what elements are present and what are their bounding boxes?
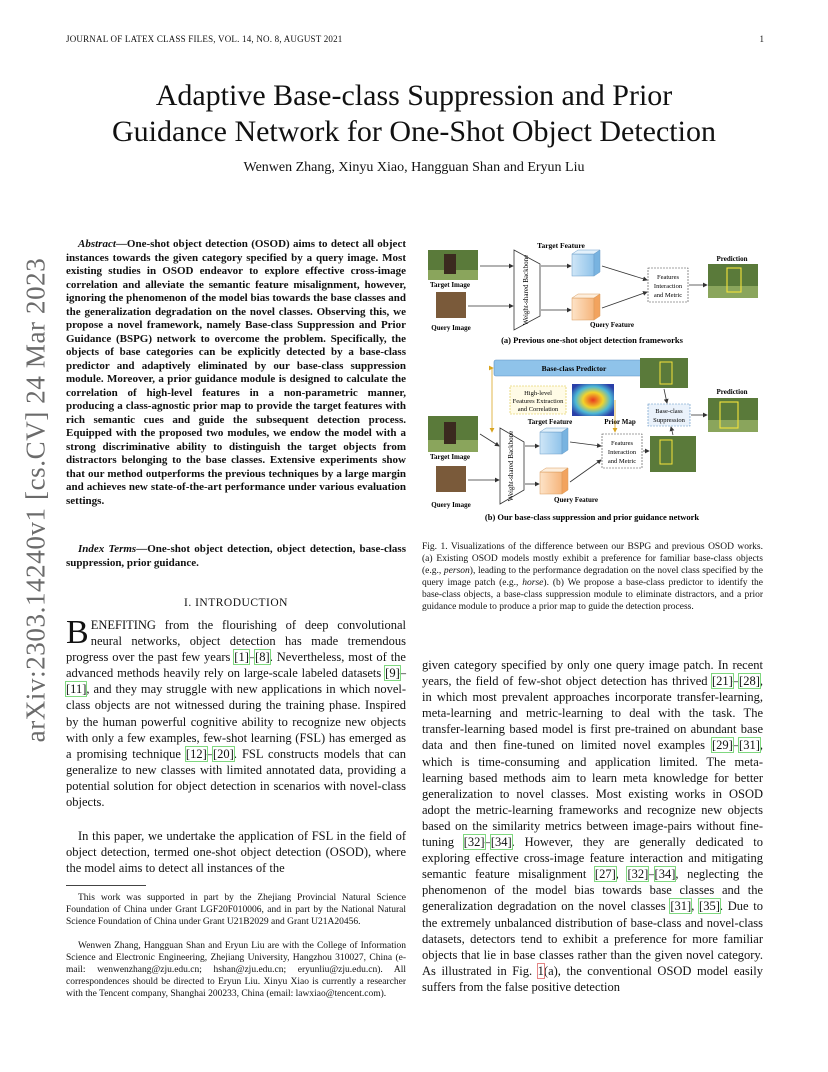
citation-link[interactable]: [32] xyxy=(463,835,485,850)
citation-link[interactable]: [8] xyxy=(255,650,270,665)
fig-b-target-image-label: Target Image xyxy=(430,453,470,461)
right-text: , in which most prevalent approaches incorporate transfer-learning, meta-learning and metric-learning to deal with the task. The transfer-learning based model is first pre-trained on abundant base data and then fine-tuned on limited novel examples xyxy=(422,674,763,753)
fig-a-target-feature-label: Target Feature xyxy=(537,241,585,250)
right-text: . However, they are generally dedicated to exploring effective cross-image feature interaction and mitigating semantic feature misalignment xyxy=(422,835,763,882)
fig-b-highlevel-line-1: High-level xyxy=(524,390,552,397)
fig-a-query-cube-side xyxy=(594,294,600,320)
fig-a-interaction-line-2: Interaction xyxy=(653,283,683,290)
arxiv-stamp xyxy=(16,257,56,743)
abstract xyxy=(66,238,406,508)
paper-title xyxy=(0,78,828,150)
citation-link[interactable]: [9] xyxy=(385,666,400,681)
fig-a-target-cube-side xyxy=(594,250,600,276)
fig-a-query-feature-cube xyxy=(572,298,594,320)
figure-ref-link[interactable]: 1 xyxy=(537,963,544,978)
fig-b-horse-shape xyxy=(444,422,456,444)
citation-range-dash: – xyxy=(248,650,256,665)
fig-b-prediction-label: Prediction xyxy=(716,388,748,396)
fig-b-interaction-line-2: Interaction xyxy=(607,449,637,456)
right-text: given category specified by only one query image patch. In recent years, the field of few-shot object detection has thrived xyxy=(422,658,763,689)
figure-1 xyxy=(422,236,763,528)
citation-link[interactable]: [20] xyxy=(212,746,234,761)
citation-link[interactable]: [1] xyxy=(234,650,249,665)
fig-b-target-feature-cube xyxy=(540,432,562,454)
right-text: . Due to the extremely unbalanced distribution of base-class and novel-class datasets, detectors tend to exhibit a preference for more familiar objects that lie in base classes rather than the given novel category. As illustrated in Fig. xyxy=(422,899,763,978)
fig-a-query-image-label: Query Image xyxy=(431,324,471,332)
intro-text-c: , and they may struggle with new applications in which novel-class objects are not witnessed during the training phase. Inspired by the human powerful cognitive ability to recognize new objects with only a few examples, few-shot learning (FSL) has emerged as a promising technique xyxy=(66,682,406,761)
caption-text: Visualizations of the difference between our BSPG and previous OSOD works. (a) Existing OSOD models mostly exhibit a preference for familiar base-class objects (e.g., xyxy=(422,542,763,576)
fig-a-horse-shape xyxy=(444,254,456,274)
fig-b-suppression-line-2: Suppression xyxy=(653,417,685,424)
caption-emphasis: horse xyxy=(522,578,544,588)
fig-b-target-feature-label: Target Feature xyxy=(527,418,573,426)
index-terms xyxy=(66,543,406,570)
figure-caption xyxy=(422,541,763,613)
intro-text-a: ENEFITING from the flourishing of deep convolutional neural networks, object detection has made tremendous progress over the past few years xyxy=(66,618,406,665)
fig-a-target-feature-cube xyxy=(572,254,594,276)
right-text: , which is time-consuming and application limited. The meta-learning based methods aim to learn meta knowledge for better generalization to novel classes. Most existing works in OSOD adopt the metric-learning frameworks and recognize new objects based on the similarity metrics between image-pairs without fine-tuning xyxy=(422,738,763,850)
footnote-affiliation: Wenwen Zhang, Hangguan Shan and Eryun Liu are with the College of Information Science and Electronic Engineering, Zhejiang University, Hangzhou 310027, China (e-mail: wenwenzhang@zju.edu.cn; hshan@zju.edu.cn; eryunliu@zju.edu.cn). All correspondences should be directed to Eryun Liu. Xinyu Xiao is currently a researcher with the Tencent company, Shanghai 200233, China (email: lawxiao@tencent.com). xyxy=(66,941,406,999)
citation-link[interactable]: [11] xyxy=(66,682,87,697)
citation-link[interactable]: [21] xyxy=(711,674,733,689)
intro-paragraph-right: given category specified by only one query image patch. In recent years, the field of few-shot object detection has thrived [21]–[28], in which most prevalent approaches incorporate transfer-learning, meta-learning and metric-learning to deal with the task. The transfer-learning based model is first pre-trained on abundant base data and then fine-tuned on limited novel examples [29]–[31], which is time-consuming and application limited. The meta-learning based methods aim to learn meta knowledge for better generalization to novel classes. Most existing works in OSOD adopt the metric-learning frameworks and recognize new objects based on the similarity metrics between image-pairs without fine-tuning [32]–[34]. However, they are generally dedicated to exploring effective cross-image feature interaction and mitigating semantic feature misalignment [27], [32]–[34], neglecting the phenomenon of the model bias towards base classes and the generalization degradation on the novel classes [31], [35]. Due to the extremely unbalanced distribution of base-class and novel-class datasets, detectors tend to exhibit a preference for more familiar objects that lie in base classes rather than the given novel category. As illustrated in Fig. 1(a), the conventional OSOD model easily suffers from the false positive detection xyxy=(422,658,764,994)
fig-b-prior-heatmap xyxy=(572,384,614,416)
citation-link[interactable]: [34] xyxy=(490,835,512,850)
fig-a-interaction-line-3: and Metric xyxy=(653,292,683,299)
citation-link[interactable]: [28] xyxy=(739,674,760,689)
intro-paragraph-2: In this paper, we undertake the application of FSL in the field of object detection, termed one-shot object detection (OSOD), where the model aims to detect all instances of the xyxy=(66,829,406,876)
caption-emphasis: person xyxy=(443,566,470,576)
fig-b-interaction-line-1: Features xyxy=(610,440,634,447)
fig-a-query-feature-label: Query Feature xyxy=(590,321,634,329)
fig-b-prediction-ground xyxy=(708,420,758,432)
fig-a-target-image-label: Target Image xyxy=(430,281,470,289)
citation-link[interactable]: [31] xyxy=(739,738,760,753)
fig-b-arrow xyxy=(570,442,601,446)
citation-link[interactable]: [32] xyxy=(627,867,649,882)
fig-a-arrow xyxy=(602,266,647,280)
index-terms-text: —One-shot object detection, object detection, base-class suppression, prior guidance. xyxy=(66,543,406,569)
caption-text: ). (b) We propose a base-class predictor to identify the base-class objects, a base-class suppression module to eliminate distractors, and a prior guidance module to produce a prior map to guide the detection process. xyxy=(422,578,764,612)
fig-b-arrow xyxy=(671,427,673,435)
intro-text-b: . Nevertheless, most of the advanced methods heavily rely on large-scale labeled datasets xyxy=(66,650,406,681)
fig-a-query-image xyxy=(436,292,466,318)
fig-a-prediction-label: Prediction xyxy=(716,255,748,263)
citation-link[interactable]: [12] xyxy=(185,746,207,761)
fig-b-query-cube-side xyxy=(562,468,568,494)
fig-b-interaction-line-3: and Metric xyxy=(607,458,637,465)
running-header: JOURNAL OF LATEX CLASS FILES, VOL. 14, NO. 8, AUGUST 2021 xyxy=(66,34,343,44)
fig-b-target-cube-side xyxy=(562,428,568,454)
citation-link[interactable]: [34] xyxy=(654,867,676,882)
fig-a-caption: (a) Previous one-shot object detection frameworks xyxy=(501,335,683,345)
abstract-text: —One-shot object detection (OSOD) aims to detect all object instances towards the given category specified by a query image. Most existing studies in OSOD endeavor to explore effective cross-image correlation and alleviate the semantic feature misalignment, however, ignoring the phenomenon of the model bias towards the base classes and the generalization degradation on the novel classes. Observing this, we propose a novel framework, namely Base-class Suppression and Prior Guidance (BSPG) network to overcome the problem. Specifically, the objects of base categories can be explicitly detected by a base-class predictor and adaptively eliminated by our base-class suppression module. Moreover, a prior guidance module is designed to calculate the correlation of high-level features in a non-parametric manner, producing a class-agnostic prior map to provide the target features with rich semantic cues and guide the subsequent detection process. Equipped with the proposed two modules, we endow the model with a strong discriminative ability to distinguish the target objects from distractors belonging to the base classes. Extensive experiments show that our method outperforms the previous techniques by a large margin and achieves new state-of-the-art performance under various evaluation settings. xyxy=(66,238,406,507)
page-number: 1 xyxy=(759,34,764,44)
fig-b-arrow xyxy=(664,389,667,403)
intro-text-d: . FSL constructs models that can generalize to new classes with limited annotated data, providing a potential solution for object detection in scenarios with novel-class objects. xyxy=(66,746,406,810)
fig-a-interaction-line-1: Features xyxy=(656,274,680,281)
drop-cap: B xyxy=(66,614,89,651)
fig-b-caption: (b) Our base-class suppression and prior guidance network xyxy=(484,512,700,522)
fig-b-backbone-label: Weight-shared Backbone xyxy=(507,430,515,502)
figure-1-diagram xyxy=(422,236,763,528)
arxiv-stamp-text: arXiv:2303.14240v1 [cs.CV] 24 Mar 2023 xyxy=(20,257,51,743)
citation-link[interactable]: [35] xyxy=(699,899,720,914)
title-line-1: Adaptive Base-class Suppression and Prior xyxy=(155,79,673,112)
footnote-rule xyxy=(66,885,146,886)
fig-b-highlevel-line-3: and Correlation xyxy=(517,406,559,413)
fig-b-query-image-label: Query Image xyxy=(431,501,471,509)
fig-b-query-image xyxy=(436,466,466,492)
footnote-funding: This work was supported in part by the Zhejiang Provincial Natural Science Foundation of China under Grant LGF20F010006, and in part by the National Natural Science Foundation of China under Grant U21B2029 and Grant U21A20456. xyxy=(66,893,406,927)
caption-text: ), leading to the performance degradation on the novel class specified by the query image patch (e.g., xyxy=(422,566,763,588)
citation-link[interactable]: [27] xyxy=(594,867,616,882)
citation-link[interactable]: [29] xyxy=(711,738,733,753)
right-text: , neglecting the phenomenon of the model bias towards base classes and the generalization degradation on the novel classes xyxy=(422,867,764,914)
index-terms-label: Index Terms xyxy=(78,543,137,555)
fig-b-query-feature-label: Query Feature xyxy=(554,496,598,504)
author-list: Wenwen Zhang, Xinyu Xiao, Hangguan Shan and Eryun Liu xyxy=(243,160,585,175)
abstract-label: Abstract xyxy=(78,238,116,250)
fig-b-query-feature-cube xyxy=(540,472,562,494)
fig-b-highlevel-line-2: Features Extraction xyxy=(512,398,564,405)
fig-b-prior-map-label: Prior Map xyxy=(604,418,636,426)
fig-b-interaction-result-image xyxy=(650,436,696,472)
caption-label: Fig. 1. xyxy=(422,542,448,552)
section-heading: I. INTRODUCTION xyxy=(184,597,288,609)
right-text: (a), the conventional OSOD model easily suffers from the false positive detection xyxy=(422,963,763,994)
fig-b-predictor-label: Base-class Predictor xyxy=(541,364,607,373)
citation-link[interactable]: [31] xyxy=(670,899,692,914)
fig-b-arrow xyxy=(480,434,499,446)
title-line-2: Guidance Network for One-Shot Object Detection xyxy=(112,115,716,148)
fig-a-arrow xyxy=(602,292,647,308)
fig-b-arrow xyxy=(570,460,601,482)
intro-paragraph-1: BENEFITING from the flourishing of deep convolutional neural networks, object detection has made tremendous progress over the past few years [1]–[8]. Nevertheless, most of the advanced methods heavily rely on large-scale labeled datasets [9]–[11], and they may struggle with new applications in which novel-class objects are not witnessed during the training phase. Inspired by the human powerful cognitive ability to recognize new objects with only a few examples, few-shot learning (FSL) has emerged as a promising technique [12]–[20]. FSL constructs models that can generalize to new classes with limited annotated data, providing a potential solution for object detection in scenarios with novel-class objects. xyxy=(66,614,406,810)
fig-b-suppression-line-1: Base-class xyxy=(655,408,683,415)
fig-a-backbone-label: Weight-shared Backbone xyxy=(522,254,530,326)
